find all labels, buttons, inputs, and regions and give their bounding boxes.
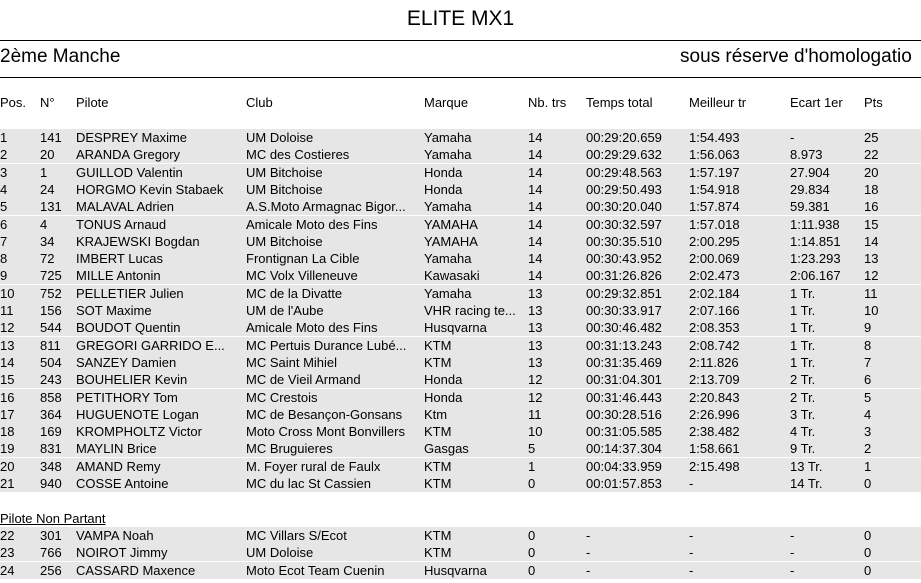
cell-laps: 11 [528, 406, 542, 422]
cell-marque: Kawasaki [424, 268, 480, 284]
cell-total-time: 00:31:26.826 [586, 268, 662, 284]
cell-number: 940 [40, 476, 62, 491]
cell-number: 20 [40, 147, 55, 163]
cell-marque: VHR racing te... [424, 303, 516, 318]
cell-points: 10 [864, 303, 879, 318]
cell-gap: 13 Tr. [790, 458, 823, 474]
cell-gap: 1 Tr. [790, 337, 816, 353]
cell-laps: 12 [528, 389, 543, 405]
cell-points: 9 [864, 320, 872, 336]
cell-pilote: MAYLIN Brice [76, 441, 157, 457]
cell-marque: Yamaha [424, 251, 472, 267]
cell-best-lap: 2:08.353 [689, 320, 740, 336]
cell-number: 34 [40, 233, 55, 249]
result-row [0, 129, 921, 146]
cell-points: 0 [864, 528, 872, 543]
column-header-club: Club [246, 95, 273, 110]
cell-gap: - [790, 130, 795, 145]
cell-pos: 5 [0, 199, 8, 215]
cell-total-time: 00:30:20.040 [586, 199, 662, 215]
cell-laps: 14 [528, 233, 543, 249]
cell-club: Moto Ecot Team Cuenin [246, 562, 385, 578]
column-header-total-time: Temps total [586, 95, 653, 110]
cell-number: 24 [40, 181, 55, 197]
cell-best-lap: 1:54.493 [689, 130, 740, 145]
cell-pilote: PELLETIER Julien [76, 285, 184, 301]
cell-club: UM Bitchoise [246, 181, 323, 197]
cell-gap: 4 Tr. [790, 424, 816, 440]
cell-marque: YAMAHA [424, 233, 478, 249]
result-row [0, 389, 921, 406]
cell-pos: 20 [0, 458, 15, 474]
cell-gap: 29.834 [790, 181, 830, 197]
cell-best-lap: - [689, 476, 694, 491]
cell-pilote: MALAVAL Adrien [76, 199, 175, 215]
cell-best-lap: 2:13.709 [689, 372, 740, 388]
cell-club: Amicale Moto des Fins [246, 320, 378, 336]
cell-club: MC Saint Mihiel [246, 354, 338, 370]
cell-gap: 1 Tr. [790, 303, 816, 318]
header-divider [0, 77, 921, 78]
non-starter-section-label: Pilote Non Partant [0, 511, 106, 526]
cell-marque: Yamaha [424, 199, 472, 215]
cell-laps: 1 [528, 458, 536, 474]
cell-pilote: DESPREY Maxime [76, 130, 188, 145]
cell-best-lap: 2:26.996 [689, 406, 740, 422]
cell-number: 348 [40, 458, 62, 474]
result-row [0, 164, 921, 181]
cell-points: 18 [864, 181, 879, 197]
cell-club: Amicale Moto des Fins [246, 216, 378, 232]
cell-gap: 14 Tr. [790, 476, 823, 491]
cell-club: M. Foyer rural de Faulx [246, 458, 381, 474]
cell-points: 8 [864, 337, 872, 353]
cell-pos: 21 [0, 476, 15, 491]
cell-pilote: VAMPA Noah [76, 528, 154, 543]
cell-laps: 0 [528, 528, 536, 543]
cell-total-time: 00:04:33.959 [586, 458, 662, 474]
cell-pos: 9 [0, 268, 8, 284]
cell-best-lap: 1:54.918 [689, 181, 740, 197]
cell-pos: 14 [0, 354, 15, 370]
cell-marque: KTM [424, 528, 452, 543]
cell-total-time: - [586, 562, 591, 578]
cell-club: Moto Cross Mont Bonvillers [246, 424, 405, 440]
cell-pos: 6 [0, 216, 8, 232]
cell-gap: 9 Tr. [790, 441, 816, 457]
column-header-gap: Ecart 1er [790, 95, 843, 110]
cell-number: 858 [40, 389, 62, 405]
cell-total-time: 00:30:28.516 [586, 406, 662, 422]
cell-total-time: 00:31:46.443 [586, 389, 662, 405]
cell-total-time: 00:30:33.917 [586, 303, 662, 318]
cell-number: 4 [40, 216, 48, 232]
result-row [0, 198, 921, 215]
cell-pilote: COSSE Antoine [76, 476, 169, 491]
column-header-best-lap: Meilleur tr [689, 95, 747, 110]
cell-laps: 0 [528, 545, 536, 561]
cell-pilote: AMAND Remy [76, 458, 161, 474]
cell-best-lap: 2:20.843 [689, 389, 740, 405]
cell-points: 12 [864, 268, 879, 284]
result-row [0, 216, 921, 233]
cell-best-lap: 2:00.295 [689, 233, 740, 249]
result-row [0, 233, 921, 250]
cell-total-time: 00:30:46.482 [586, 320, 662, 336]
cell-marque: Husqvarna [424, 320, 487, 336]
cell-number: 131 [40, 199, 62, 215]
cell-pilote: CASSARD Maxence [76, 562, 196, 578]
cell-number: 811 [40, 337, 61, 353]
cell-marque: Yamaha [424, 285, 472, 301]
cell-marque: KTM [424, 354, 452, 370]
result-row [0, 371, 921, 388]
cell-gap: 1 Tr. [790, 320, 816, 336]
cell-marque: KTM [424, 458, 452, 474]
cell-number: 243 [40, 372, 62, 388]
cell-number: 831 [40, 441, 62, 457]
cell-gap: 2 Tr. [790, 389, 816, 405]
cell-gap: - [790, 545, 795, 561]
cell-total-time: 00:31:04.301 [586, 372, 662, 388]
cell-club: MC du lac St Cassien [246, 476, 371, 491]
cell-total-time: 00:31:35.469 [586, 354, 662, 370]
cell-marque: Yamaha [424, 130, 472, 145]
cell-total-time: 00:30:35.510 [586, 233, 662, 249]
cell-pos: 11 [0, 303, 14, 318]
cell-total-time: 00:30:43.952 [586, 251, 662, 267]
cell-gap: - [790, 528, 795, 543]
cell-laps: 0 [528, 562, 536, 578]
result-row [0, 406, 921, 423]
cell-pos: 4 [0, 181, 8, 197]
cell-number: 256 [40, 562, 62, 578]
cell-best-lap: - [689, 528, 694, 543]
race-heat-label: 2ème Manche [0, 46, 121, 67]
result-row [0, 475, 921, 492]
cell-pos: 8 [0, 251, 8, 267]
cell-best-lap: 2:02.473 [689, 268, 740, 284]
column-header-points: Pts [864, 95, 883, 110]
cell-laps: 14 [528, 268, 543, 284]
cell-number: 1 [40, 164, 48, 180]
cell-pilote: PETITHORY Tom [76, 389, 178, 405]
cell-total-time: 00:29:32.851 [586, 285, 662, 301]
cell-pilote: MILLE Antonin [76, 268, 161, 284]
cell-laps: 13 [528, 303, 543, 318]
cell-points: 6 [864, 372, 872, 388]
cell-gap: 1:14.851 [790, 233, 841, 249]
column-header-pos: Pos. [0, 95, 27, 110]
cell-pos: 13 [0, 337, 15, 353]
cell-pilote: TONUS Arnaud [76, 216, 167, 232]
result-row [0, 458, 921, 475]
cell-best-lap: 1:57.874 [689, 199, 740, 215]
cell-number: 364 [40, 406, 62, 422]
cell-laps: 14 [528, 130, 543, 145]
column-header-laps: Nb. trs [528, 95, 567, 110]
cell-marque: Honda [424, 389, 463, 405]
cell-club: MC Crestois [246, 389, 318, 405]
cell-laps: 14 [528, 199, 543, 215]
cell-marque: YAMAHA [424, 216, 478, 232]
page-title: ELITE MX1 [406, 7, 515, 30]
cell-best-lap: 1:57.018 [689, 216, 740, 232]
cell-best-lap: 2:38.482 [689, 424, 740, 440]
cell-pos: 3 [0, 164, 8, 180]
cell-club: MC des Costieres [246, 147, 350, 163]
cell-marque: KTM [424, 424, 452, 440]
result-row [0, 267, 921, 284]
cell-club: UM Bitchoise [246, 233, 323, 249]
cell-pilote: IMBERT Lucas [76, 251, 163, 267]
cell-marque: Husqvarna [424, 562, 487, 578]
cell-total-time: - [586, 528, 591, 543]
cell-best-lap: 1:58.661 [689, 441, 740, 457]
cell-points: 11 [864, 285, 878, 301]
cell-best-lap: 2:07.166 [689, 303, 740, 318]
cell-club: MC Volx Villeneuve [246, 268, 358, 284]
cell-marque: Gasgas [424, 441, 469, 457]
cell-total-time: 00:29:48.563 [586, 164, 662, 180]
cell-laps: 12 [528, 372, 543, 388]
cell-points: 20 [864, 164, 879, 180]
cell-pilote: SOT Maxime [76, 303, 152, 318]
cell-gap: 3 Tr. [790, 406, 816, 422]
cell-pilote: BOUDOT Quentin [76, 320, 181, 336]
cell-points: 0 [864, 476, 872, 491]
cell-laps: 0 [528, 476, 536, 491]
table-header [0, 94, 921, 111]
cell-best-lap: 2:11.826 [689, 354, 739, 370]
non-starter-row [0, 544, 921, 561]
cell-best-lap: 2:00.069 [689, 251, 740, 267]
cell-gap: 27.904 [790, 164, 830, 180]
result-row [0, 354, 921, 371]
cell-best-lap: 2:15.498 [689, 458, 740, 474]
cell-gap: 59.381 [790, 199, 830, 215]
cell-laps: 13 [528, 354, 543, 370]
cell-club: MC de Vieil Armand [246, 372, 361, 388]
cell-laps: 10 [528, 424, 543, 440]
result-row [0, 319, 921, 336]
result-row [0, 337, 921, 354]
cell-pos: 12 [0, 320, 15, 336]
cell-pilote: GREGORI GARRIDO E... [76, 337, 225, 353]
cell-best-lap: 2:02.184 [689, 285, 740, 301]
cell-laps: 14 [528, 216, 543, 232]
cell-points: 4 [864, 406, 872, 422]
column-header-num: N° [40, 95, 55, 110]
cell-marque: Honda [424, 372, 463, 388]
non-starter-row [0, 562, 921, 579]
cell-laps: 14 [528, 251, 543, 267]
cell-gap: 8.973 [790, 147, 823, 163]
cell-total-time: 00:30:32.597 [586, 216, 662, 232]
cell-total-time: 00:31:13.243 [586, 337, 662, 353]
column-header-pilote: Pilote [76, 95, 109, 110]
cell-pilote: GUILLOD Valentin [76, 164, 183, 180]
cell-number: 169 [40, 424, 62, 440]
result-row [0, 181, 921, 198]
result-row [0, 285, 921, 302]
cell-best-lap: 1:57.197 [689, 164, 740, 180]
cell-club: UM Doloise [246, 545, 314, 561]
cell-points: 16 [864, 199, 879, 215]
cell-pos: 1 [0, 130, 8, 145]
cell-marque: Honda [424, 181, 463, 197]
cell-pos: 16 [0, 389, 15, 405]
cell-gap: 1:11.938 [790, 216, 840, 232]
cell-points: 15 [864, 216, 879, 232]
cell-gap: 1:23.293 [790, 251, 841, 267]
cell-pilote: BOUHELIER Kevin [76, 372, 188, 388]
cell-club: MC Pertuis Durance Lubé... [246, 337, 407, 353]
cell-pilote: KROMPHOLTZ Victor [76, 424, 202, 440]
cell-pos: 23 [0, 545, 15, 561]
cell-total-time: 00:29:50.493 [586, 181, 662, 197]
cell-pos: 24 [0, 562, 15, 578]
cell-number: 72 [40, 251, 55, 267]
cell-pos: 17 [0, 406, 15, 422]
cell-marque: Yamaha [424, 147, 472, 163]
cell-gap: - [790, 562, 795, 578]
cell-gap: 1 Tr. [790, 354, 816, 370]
cell-pos: 10 [0, 285, 15, 301]
cell-number: 766 [40, 545, 62, 561]
result-row [0, 146, 921, 163]
cell-best-lap: 2:08.742 [689, 337, 740, 353]
cell-laps: 14 [528, 147, 543, 163]
cell-number: 141 [40, 130, 62, 145]
cell-club: UM Bitchoise [246, 164, 323, 180]
cell-club: UM de l'Aube [246, 303, 324, 318]
cell-total-time: 00:01:57.853 [586, 476, 662, 491]
cell-points: 2 [864, 441, 872, 457]
cell-pilote: HUGUENOTE Logan [76, 406, 199, 422]
cell-gap: 1 Tr. [790, 285, 816, 301]
cell-total-time: 00:31:05.585 [586, 424, 662, 440]
cell-points: 3 [864, 424, 872, 440]
cell-pos: 18 [0, 424, 15, 440]
cell-best-lap: 1:56.063 [689, 147, 740, 163]
cell-total-time: 00:14:37.304 [586, 441, 662, 457]
cell-total-time: 00:29:20.659 [586, 130, 662, 145]
cell-marque: Ktm [424, 406, 448, 422]
cell-number: 544 [40, 320, 62, 336]
cell-marque: KTM [424, 337, 452, 353]
homologation-notice: sous réserve d'homologatio [680, 46, 912, 67]
cell-pilote: ARANDA Gregory [76, 147, 181, 163]
cell-marque: KTM [424, 476, 452, 491]
cell-points: 1 [864, 458, 872, 474]
cell-pos: 2 [0, 147, 8, 163]
cell-laps: 13 [528, 337, 543, 353]
cell-points: 25 [864, 130, 879, 145]
result-row [0, 440, 921, 457]
cell-best-lap: - [689, 562, 694, 578]
cell-points: 13 [864, 251, 879, 267]
result-row [0, 302, 921, 319]
cell-club: UM Doloise [246, 130, 314, 145]
cell-number: 725 [40, 268, 62, 284]
cell-gap: 2:06.167 [790, 268, 841, 284]
cell-marque: KTM [424, 545, 452, 561]
cell-pilote: KRAJEWSKI Bogdan [76, 233, 200, 249]
cell-pilote: SANZEY Damien [76, 354, 177, 370]
cell-points: 0 [864, 545, 872, 561]
cell-club: MC Bruguieres [246, 441, 333, 457]
cell-club: Frontignan La Cible [246, 251, 360, 267]
cell-points: 14 [864, 233, 879, 249]
cell-laps: 13 [528, 320, 543, 336]
cell-laps: 14 [528, 181, 543, 197]
cell-total-time: 00:29:29.632 [586, 147, 662, 163]
cell-laps: 14 [528, 164, 543, 180]
cell-total-time: - [586, 545, 591, 561]
cell-marque: Honda [424, 164, 463, 180]
cell-club: MC de la Divatte [246, 285, 343, 301]
cell-points: 7 [864, 354, 872, 370]
result-row [0, 423, 921, 440]
cell-laps: 5 [528, 441, 536, 457]
cell-best-lap: - [689, 545, 694, 561]
cell-points: 22 [864, 147, 879, 163]
cell-club: A.S.Moto Armagnac Bigor... [246, 199, 406, 215]
cell-pos: 15 [0, 372, 15, 388]
result-row [0, 250, 921, 267]
cell-number: 156 [40, 303, 62, 318]
cell-number: 504 [40, 354, 62, 370]
cell-laps: 13 [528, 285, 543, 301]
cell-gap: 2 Tr. [790, 372, 816, 388]
top-divider [0, 40, 921, 41]
cell-pilote: HORGMO Kevin Stabaek [76, 181, 224, 197]
cell-pos: 19 [0, 441, 15, 457]
cell-number: 752 [40, 285, 62, 301]
cell-pos: 7 [0, 233, 8, 249]
cell-number: 301 [40, 528, 62, 543]
cell-points: 0 [864, 562, 872, 578]
cell-points: 5 [864, 389, 872, 405]
column-header-marque: Marque [424, 95, 469, 110]
cell-pilote: NOIROT Jimmy [76, 545, 168, 561]
cell-pos: 22 [0, 528, 15, 543]
non-starter-row [0, 527, 921, 544]
cell-club: MC Villars S/Ecot [246, 528, 347, 543]
cell-club: MC de Besançon-Gonsans [246, 406, 403, 422]
